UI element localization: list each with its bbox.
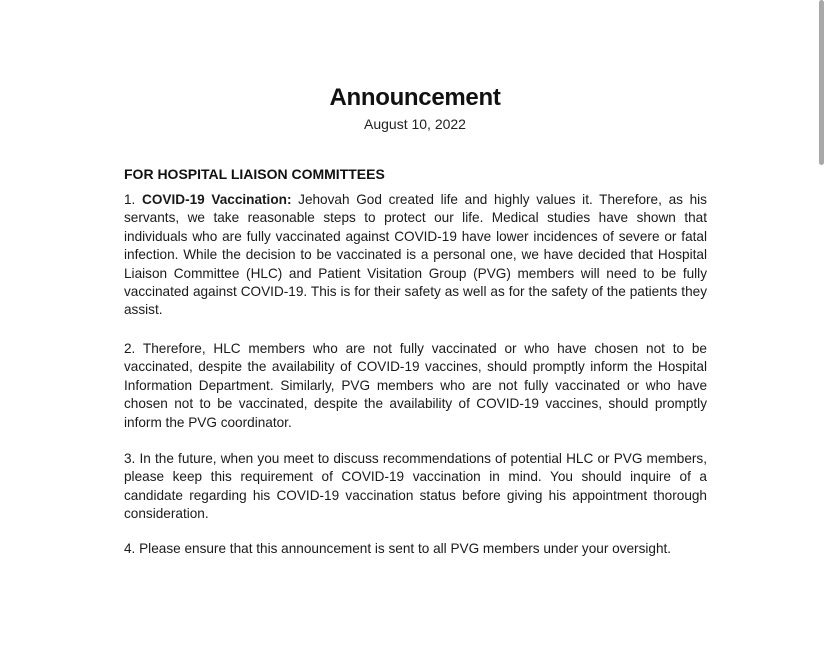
paragraph-1-text: Jehovah God created life and highly values it. Therefore, as his servants, we take reasonable steps to protect our life. Medical studies have shown that individuals who are fully vaccinated against COVID-19 have lower incidences of severe or fatal infection. While the decision to be vaccinated is a personal one, we have decided that Hospital Liaison Committee (HLC) and Patient Visitation Group (PVG) members will need to be fully vaccinated against COVID-19. This is for their safety as well as for the safety of the patients they assist. (124, 192, 707, 318)
paragraph-1-number: 1. (124, 192, 143, 207)
scrollbar-thumb[interactable] (819, 0, 824, 165)
paragraph-4: 4. Please ensure that this announcement is sent to all PVG members under your oversight. (124, 541, 672, 556)
paragraph-1-lead: COVID-19 Vaccination: (142, 192, 292, 207)
paragraph-1 (124, 191, 707, 320)
paragraph-2: 2. Therefore, HLC members who are not fully vaccinated or who have chosen not to be vaccinated, despite the availability of COVID-19 vaccines, should promptly inform the Hospital Information Department. Similarly, PVG members who are not fully vaccinated or who have chosen not to be vaccinated, despite the availability of COVID-19 vaccines, should promptly inform the PVG coordinator. (124, 341, 707, 430)
section-heading: FOR HOSPITAL LIAISON COMMITTEES (124, 166, 385, 182)
document-date: August 10, 2022 (364, 116, 466, 132)
paragraph-3: 3. In the future, when you meet to discuss recommendations of potential HLC or PVG members, please keep this requirement of COVID-19 vaccination in mind. You should inquire of a candidate regarding his COVID-19 vaccination status before giving his appointment thorough consideration. (124, 451, 707, 522)
document-title: Announcement (329, 84, 501, 111)
